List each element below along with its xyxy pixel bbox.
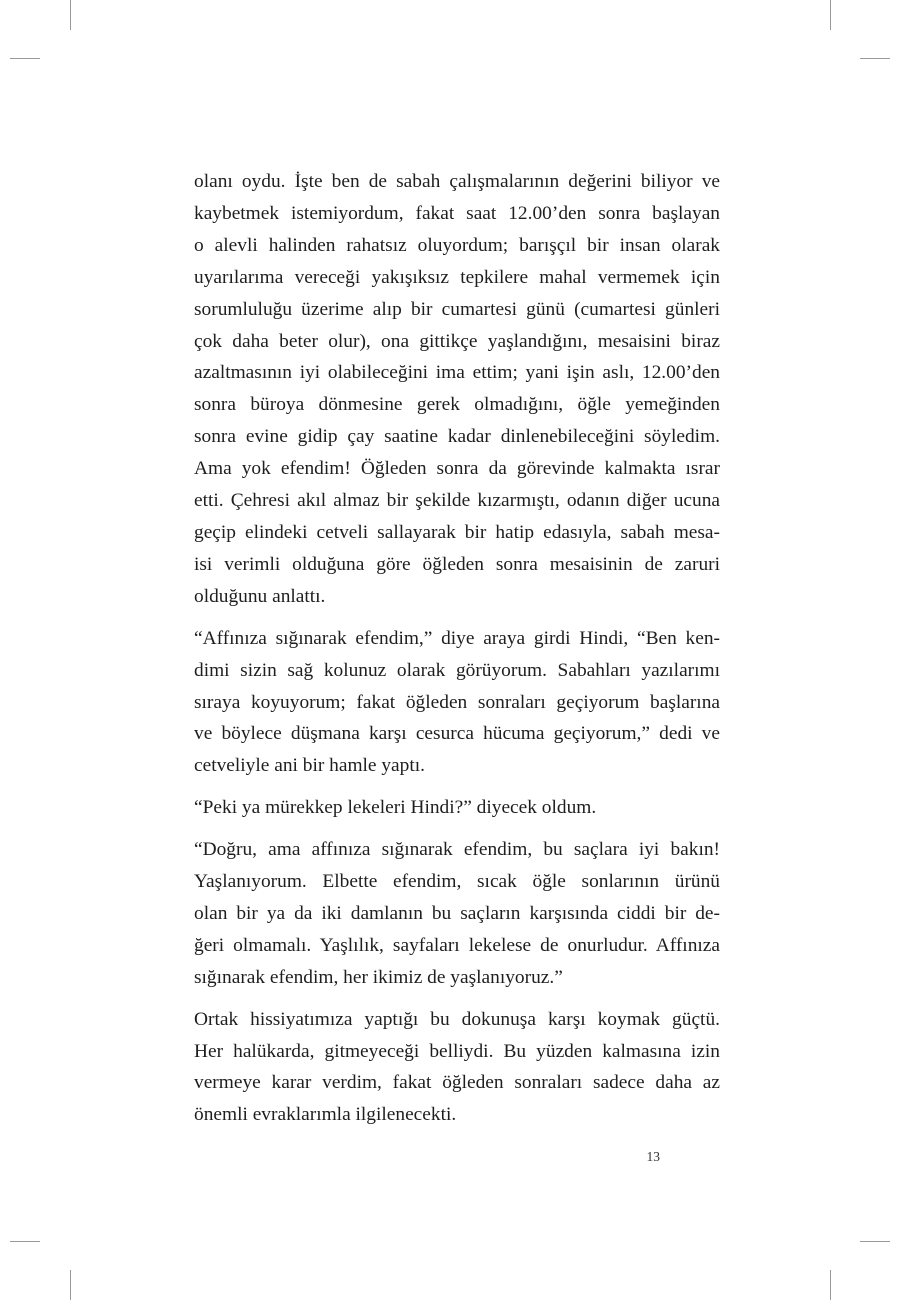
text-line: “Affınıza sığınarak efendim,” diye araya girdi Hindi, “Ben ken- (194, 627, 720, 649)
paragraph (194, 834, 720, 994)
paragraph (194, 792, 720, 824)
paragraph (194, 623, 720, 783)
crop-mark-top-left-vertical (70, 0, 71, 30)
text-line: etti. Çehresi akıl almaz bir şekilde kızarmıştı, odanın diğer ucuna (194, 490, 720, 512)
text-line: o alevli halinden rahatsız oluyordum; barışçıl bir insan olarak (194, 234, 720, 256)
text-line: dimi sizin sağ kolunuz olarak görüyorum. Sabahları yazılarımı (194, 659, 720, 681)
text-line: sorumluluğu üzerime alıp bir cumartesi günü (cumartesi günleri (194, 298, 720, 320)
crop-mark-bottom-left-horizontal (10, 1241, 40, 1242)
text-line: isi verimli olduğuna göre öğleden sonra mesaisinin de zaruri (194, 553, 720, 575)
crop-mark-top-right-vertical (830, 0, 831, 30)
text-line: cetveliyle ani bir hamle yaptı. (194, 755, 425, 777)
page-body-text (194, 166, 720, 1141)
page-number: 13 (646, 1149, 660, 1164)
crop-mark-top-left-horizontal (10, 58, 40, 59)
text-line: çok daha beter olur), ona gittikçe yaşlandığını, mesaisini biraz (194, 330, 720, 352)
text-line: kaybetmek istemiyordum, fakat saat 12.00’den sonra başlayan (194, 202, 720, 224)
crop-mark-bottom-right-vertical (830, 1270, 831, 1300)
text-line: sonra büroya dönmesine gerek olmadığını, öğle yemeğinden (194, 394, 720, 416)
text-line: Her halükarda, gitmeyeceği belliydi. Bu yüzden kalmasına izin (194, 1040, 720, 1062)
text-line: Ortak hissiyatımıza yaptığı bu dokunuşa karşı koymak güçtü. (194, 1008, 720, 1030)
text-line: olan bir ya da iki damlanın bu saçların karşısında ciddi bir de- (194, 902, 720, 924)
crop-mark-bottom-right-horizontal (860, 1241, 890, 1242)
text-line: uyarılarıma vereceği yakışıksız tepkilere mahal vermemek için (194, 266, 720, 288)
paragraph (194, 1004, 720, 1132)
text-line: önemli evraklarımla ilgilenecekti. (194, 1104, 457, 1126)
text-line: Ama yok efendim! Öğleden sonra da görevinde kalmakta ısrar (194, 458, 720, 480)
text-line: sıraya koyuyorum; fakat öğleden sonraları geçiyorum başlarına (194, 691, 720, 713)
paragraph (194, 166, 720, 613)
crop-mark-top-right-horizontal (860, 58, 890, 59)
crop-mark-bottom-left-vertical (70, 1270, 71, 1300)
text-line: “Doğru, ama affınıza sığınarak efendim, bu saçlara iyi bakın! (194, 839, 720, 861)
text-line: olduğunu anlattı. (194, 585, 326, 607)
text-line: vermeye karar verdim, fakat öğleden sonraları sadece daha az (194, 1072, 720, 1094)
text-line: Yaşlanıyorum. Elbette efendim, sıcak öğle sonlarının ürünü (194, 871, 720, 893)
text-line: ğeri olmamalı. Yaşlılık, sayfaları lekelese de onurludur. Affınıza (194, 934, 720, 956)
text-line: geçip elindeki cetveli sallayarak bir hatip edasıyla, sabah mesa- (194, 521, 720, 543)
text-line: olanı oydu. İşte ben de sabah çalışmalarının değerini biliyor ve (194, 171, 720, 192)
text-line: azaltmasının iyi olabileceğini ima ettim; yani işin aslı, 12.00’den (194, 362, 720, 384)
text-line: “Peki ya mürekkep lekeleri Hindi?” diyecek oldum. (194, 797, 597, 819)
text-line: ve böylece düşmana karşı cesurca hücuma geçiyorum,” dedi ve (194, 723, 720, 745)
text-line: sonra evine gidip çay saatine kadar dinlenebileceğini söyledim. (194, 426, 720, 448)
text-line: sığınarak efendim, her ikimiz de yaşlanıyoruz.” (194, 966, 563, 988)
